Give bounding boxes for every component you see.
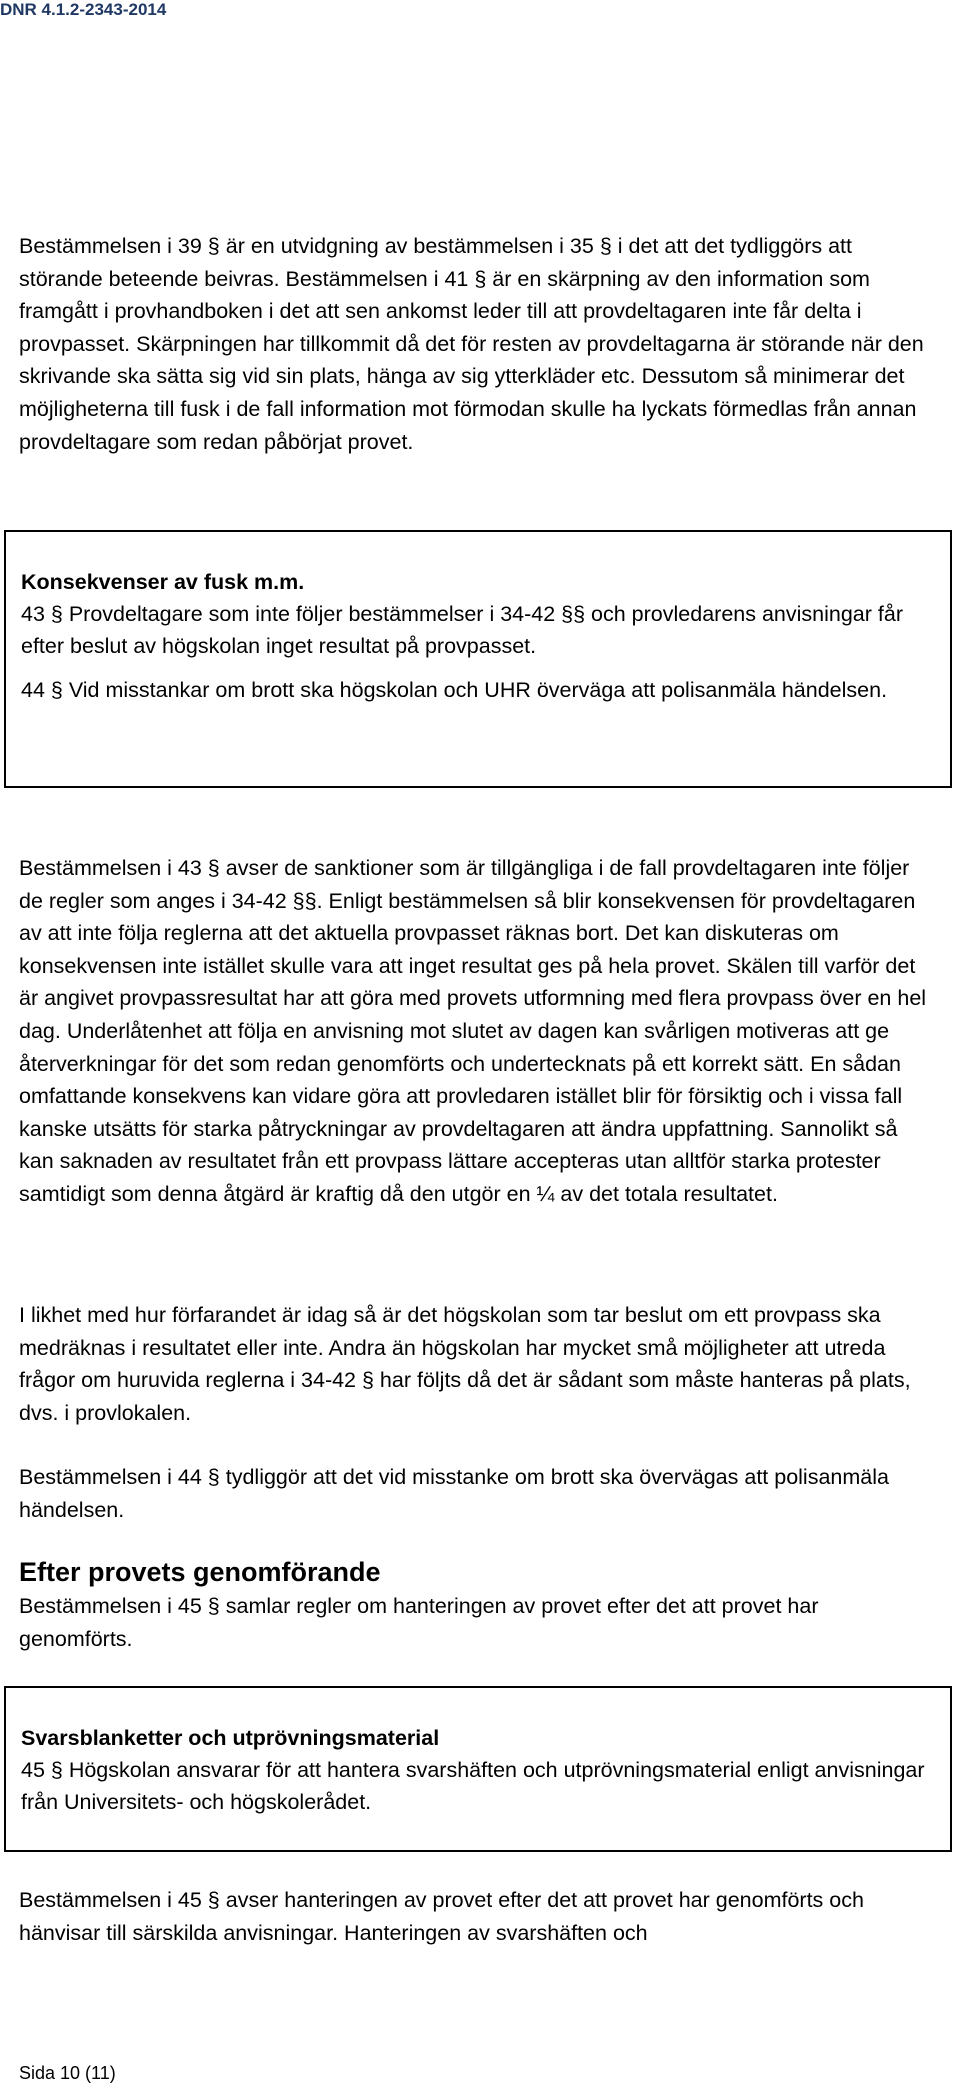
rule-44: 44 § Vid misstankar om brott ska högskolan och UHR överväga att polisanmäla händelsen. <box>21 678 888 702</box>
paragraph-43: Bestämmelsen i 43 § avser de sanktioner som är tillgängliga i de fall provdeltagaren inte följer de regler som anges i 34-42 §§. Enligt bestämmelsen så blir konsekvensen för provdeltagaren av att inte följa reglerna att det aktuella provpasset räknas bort. Det kan diskuteras om konsekvensen inte istället skulle vara att inget resultat ges på hela provet. Skälen till varför det är angivet provpassresultat har att göra med provets utformning med flera provpass över en hel dag. Underlåtenhet att följa en anvisning mot slutet av dagen kan svårligen motiveras att ge återverkningar för det som redan genomförts och undertecknats på ett korrekt sätt. En sådan omfattande konsekvens kan vidare göra att provledaren istället blir för försiktig och i vissa fall kanske utsätts för starka påtryckningar av provdeltagaren att ändra uppfattning. Sannolikt så kan saknaden av resultatet från ett provpass lättare accepteras utan alltför starka protester samtidigt som denna åtgärd är kraftig då den utgör en ¼ av det totala resultatet. <box>19 856 927 1206</box>
box-title-consequences: Konsekvenser av fusk m.m. <box>21 570 305 594</box>
box-title-answer-sheets: Svarsblanketter och utprövningsmaterial <box>21 1726 440 1750</box>
rules-box-consequences <box>4 530 952 788</box>
paragraph-39-41: Bestämmelsen i 39 § är en utvidgning av bestämmelsen i 35 § i det att det tydliggörs att störande beteende beivras. Bestämmelsen i 41 § är en skärpning av den information som framgått i provhandboken i det att sen ankomst leder till att provdeltagaren inte får delta i provpasset. Skärpningen har tillkommit då det för resten av provdeltagarna är störande när den skrivande ska sätta sig vid sin plats, hänga av sig ytterkläder etc. Dessutom så minimerar det möjligheterna till fusk i de fall information mot förmodan skulle ha lyckats förmedlas från annan provdeltagare som redan påbörjat provet. <box>19 234 924 454</box>
document-number: DNR 4.1.2-2343-2014 <box>0 0 167 19</box>
page-number: Sida 10 (11) <box>19 2063 116 2083</box>
rules-box-answer-sheets <box>4 1686 952 1852</box>
section-heading-after-test: Efter provets genomförande <box>19 1557 381 1587</box>
paragraph-45-handling: Bestämmelsen i 45 § avser hanteringen av provet efter det att provet har genomförts och hänvisar till särskilda anvisningar. Hanteringen av svarshäften och <box>19 1888 864 1945</box>
paragraph-44: Bestämmelsen i 44 § tydliggör att det vid misstanke om brott ska övervägas att polisanmäla händelsen. <box>19 1465 889 1522</box>
rule-45: 45 § Högskolan ansvarar för att hantera svarshäften och utprövningsmaterial enligt anvisningar från Universitets- och högskolerådet. <box>21 1758 925 1814</box>
rule-43: 43 § Provdeltagare som inte följer bestämmelser i 34-42 §§ och provledarens anvisningar får efter beslut av högskolan inget resultat på provpasset. <box>21 602 903 658</box>
paragraph-likhet: I likhet med hur förfarandet är idag så är det högskolan som tar beslut om ett provpass ska medräknas i resultatet eller inte. Andra än högskolan har mycket små möjligheter att utreda frågor om huruvida reglerna i 34-42 § har följts då det är sådant som måste hanteras på plats, dvs. i provlokalen. <box>19 1303 911 1425</box>
paragraph-45-intro: Bestämmelsen i 45 § samlar regler om hanteringen av provet efter det att provet har genomförts. <box>19 1594 819 1651</box>
